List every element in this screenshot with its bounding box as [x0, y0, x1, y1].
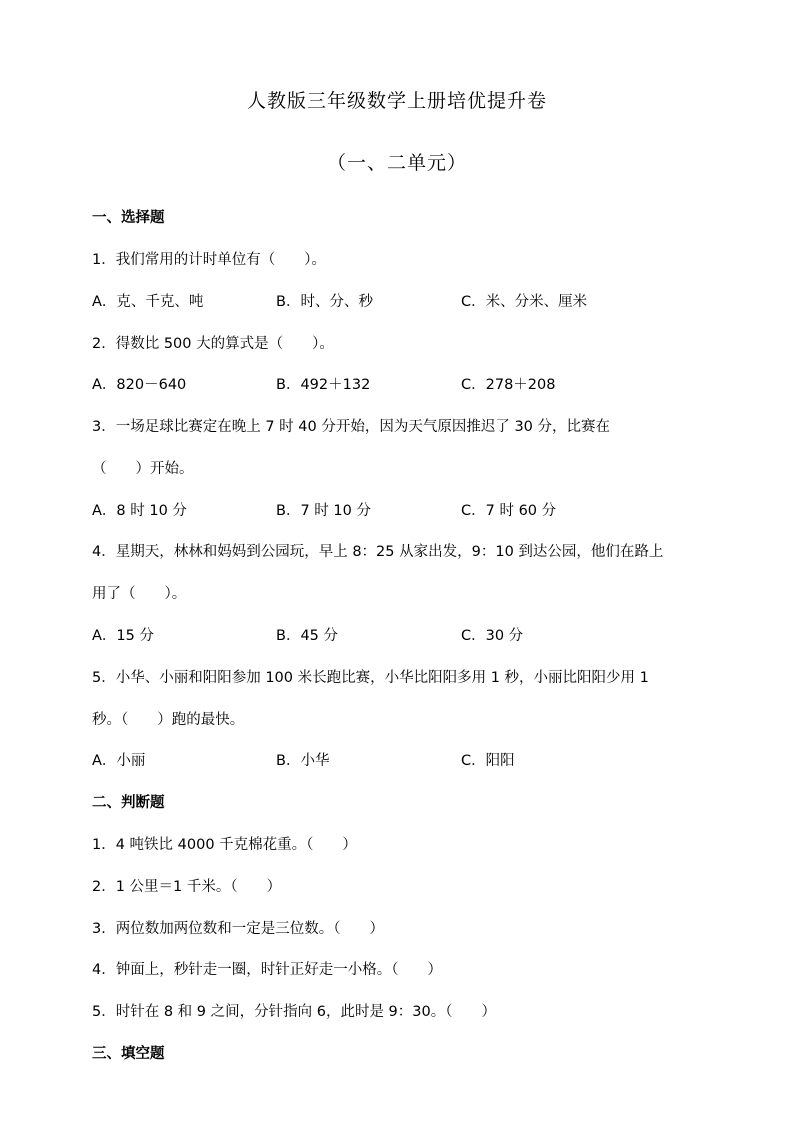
question-line: 1．4 吨铁比 4000 千克棉花重。（ ）: [92, 837, 357, 853]
question-line: 2．得数比 500 大的算式是（ ）。: [92, 336, 334, 352]
option-a: A．克、千克、吨: [92, 294, 204, 310]
question-line: 用了（ ）。: [92, 586, 187, 602]
option-a: A．8 时 10 分: [92, 503, 187, 519]
question-line: 秒。（ ）跑的最快。: [92, 712, 245, 728]
option-c: C．278＋208: [461, 377, 556, 393]
option-b: B．7 时 10 分: [276, 503, 371, 519]
page-subtitle: （一、二单元）: [326, 152, 467, 174]
question-line: （ ）开始。: [92, 461, 194, 477]
question-line: 5．小华、小丽和阳阳参加 100 米长跑比赛，小华比阳阳多用 1 秒，小丽比阳阳少用 1: [92, 670, 649, 686]
option-a: A．15 分: [92, 628, 154, 644]
question-line: 1．我们常用的计时单位有（ ）。: [92, 252, 326, 268]
option-c: C．米、分米、厘米: [461, 294, 588, 310]
question-line: 4．钟面上，秒针走一圈，时针正好走一小格。（ ）: [92, 962, 442, 978]
option-b: B．小华: [276, 753, 330, 769]
option-b: B．45 分: [276, 628, 339, 644]
section-heading-judgment: 二、判断题: [92, 795, 165, 811]
question-line: 4．星期天，林林和妈妈到公园玩，早上 8：25 从家出发，9：10 到达公园，他们在路上: [92, 544, 664, 560]
page-title: 人教版三年级数学上册培优提升卷: [246, 90, 547, 112]
option-a: A．820－640: [92, 377, 187, 393]
option-b: B．492＋132: [276, 377, 371, 393]
option-b: B．时、分、秒: [276, 294, 373, 310]
section-heading-fill-in: 三、填空题: [92, 1046, 165, 1062]
section-heading-choice: 一、选择题: [92, 210, 165, 226]
question-line: 2．1 公里＝1 千米。（ ）: [92, 879, 282, 895]
question-line: 3．两位数加两位数和一定是三位数。（ ）: [92, 921, 384, 937]
question-line: 5．时针在 8 和 9 之间，分针指向 6，此时是 9：30。（ ）: [92, 1004, 496, 1020]
option-c: C．阳阳: [461, 753, 515, 769]
question-line: 3．一场足球比赛定在晚上 7 时 40 分开始，因为天气原因推迟了 30 分，比赛在: [92, 419, 611, 435]
option-a: A．小丽: [92, 753, 146, 769]
option-c: C．7 时 60 分: [461, 503, 557, 519]
option-c: C．30 分: [461, 628, 524, 644]
